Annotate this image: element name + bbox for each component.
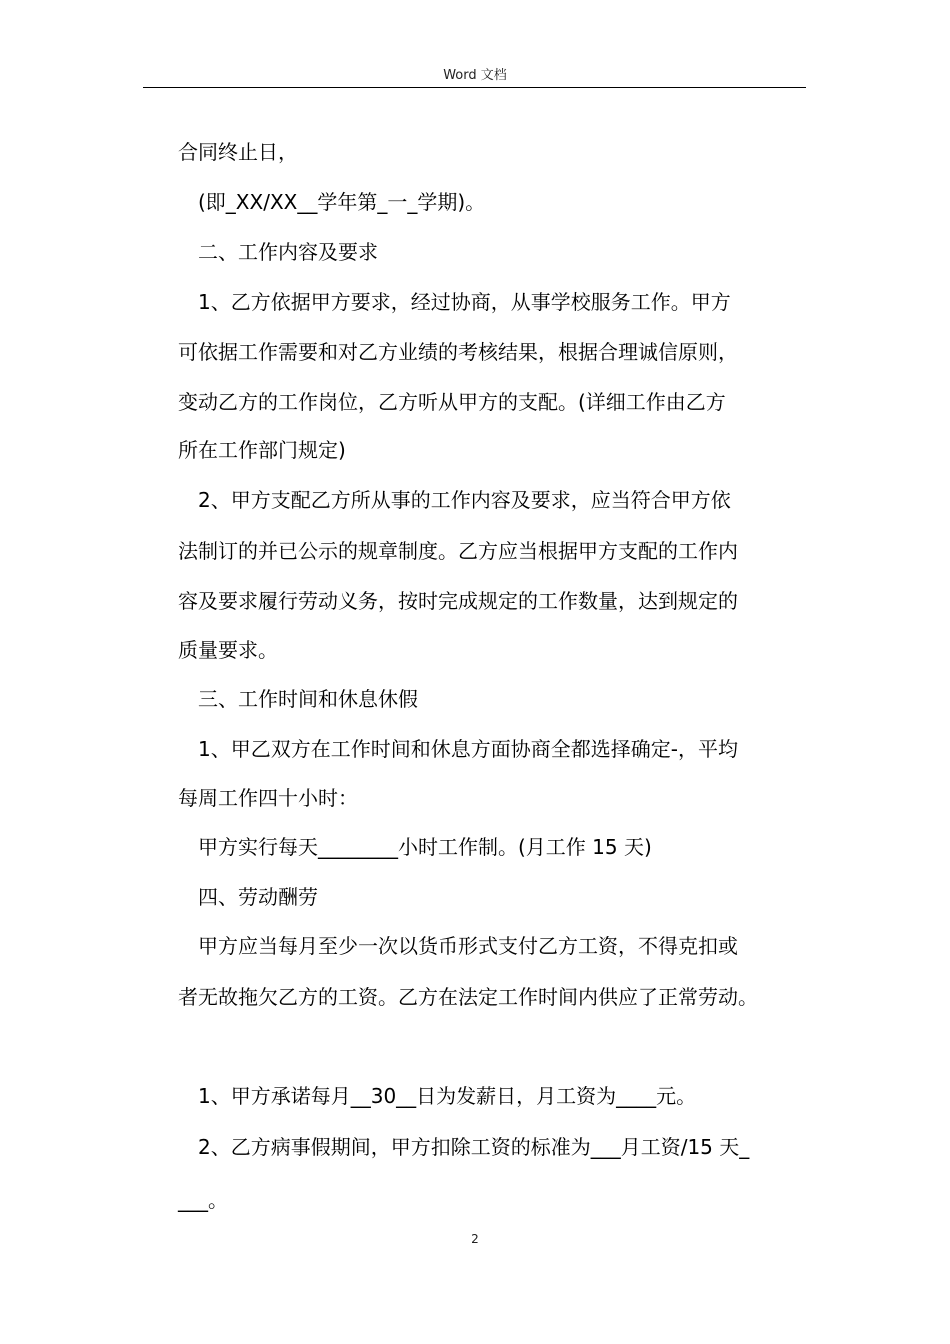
paragraph-line: 甲方应当每月至少一次以货币形式支付乙方工资，不得克扣或 (198, 934, 738, 958)
paragraph-line: ___。 (178, 1188, 228, 1212)
section-heading: 四、劳动酬劳 (198, 885, 318, 909)
paragraph-line: 者无故拖欠乙方的工资。乙方在法定工作时间内供应了正常劳动。 (178, 985, 758, 1009)
paragraph-line: 2、甲方支配乙方所从事的工作内容及要求，应当符合甲方依 (198, 488, 731, 512)
paragraph-line: 法制订的并已公示的规章制度。乙方应当根据甲方支配的工作内 (178, 539, 738, 563)
paragraph-line: 变动乙方的工作岗位，乙方听从甲方的支配。(详细工作由乙方 (178, 390, 726, 414)
section-heading: 二、工作内容及要求 (198, 240, 378, 264)
page-number: 2 (471, 1232, 479, 1246)
header-title: Word 文档 (443, 68, 507, 83)
paragraph-line: 所在工作部门规定) (178, 438, 346, 462)
paragraph-line: 1、甲方承诺每月__30__日为发薪日，月工资为____元。 (198, 1084, 697, 1108)
paragraph-line: (即_XX/XX__学年第_一_学期)。 (198, 190, 486, 214)
section-heading: 三、工作时间和休息休假 (198, 687, 418, 711)
paragraph-line: 可依据工作需要和对乙方业绩的考核结果，根据合理诚信原则， (178, 340, 738, 364)
paragraph-line: 每周工作四十小时： (178, 786, 358, 810)
paragraph-line: 合同终止日， (178, 140, 298, 164)
paragraph-line: 容及要求履行劳动义务，按时完成规定的工作数量，达到规定的 (178, 589, 738, 613)
paragraph-line: 甲方实行每天________小时工作制。(月工作 15 天) (198, 835, 652, 859)
paragraph-line: 2、乙方病事假期间，甲方扣除工资的标准为___月工资/15 天_ (198, 1135, 750, 1159)
paragraph-line: 质量要求。 (178, 638, 278, 662)
paragraph-line: 1、甲乙双方在工作时间和休息方面协商全都选择确定-，平均 (198, 737, 738, 761)
header-divider (143, 87, 806, 88)
paragraph-line: 1、乙方依据甲方要求，经过协商，从事学校服务工作。甲方 (198, 290, 731, 314)
